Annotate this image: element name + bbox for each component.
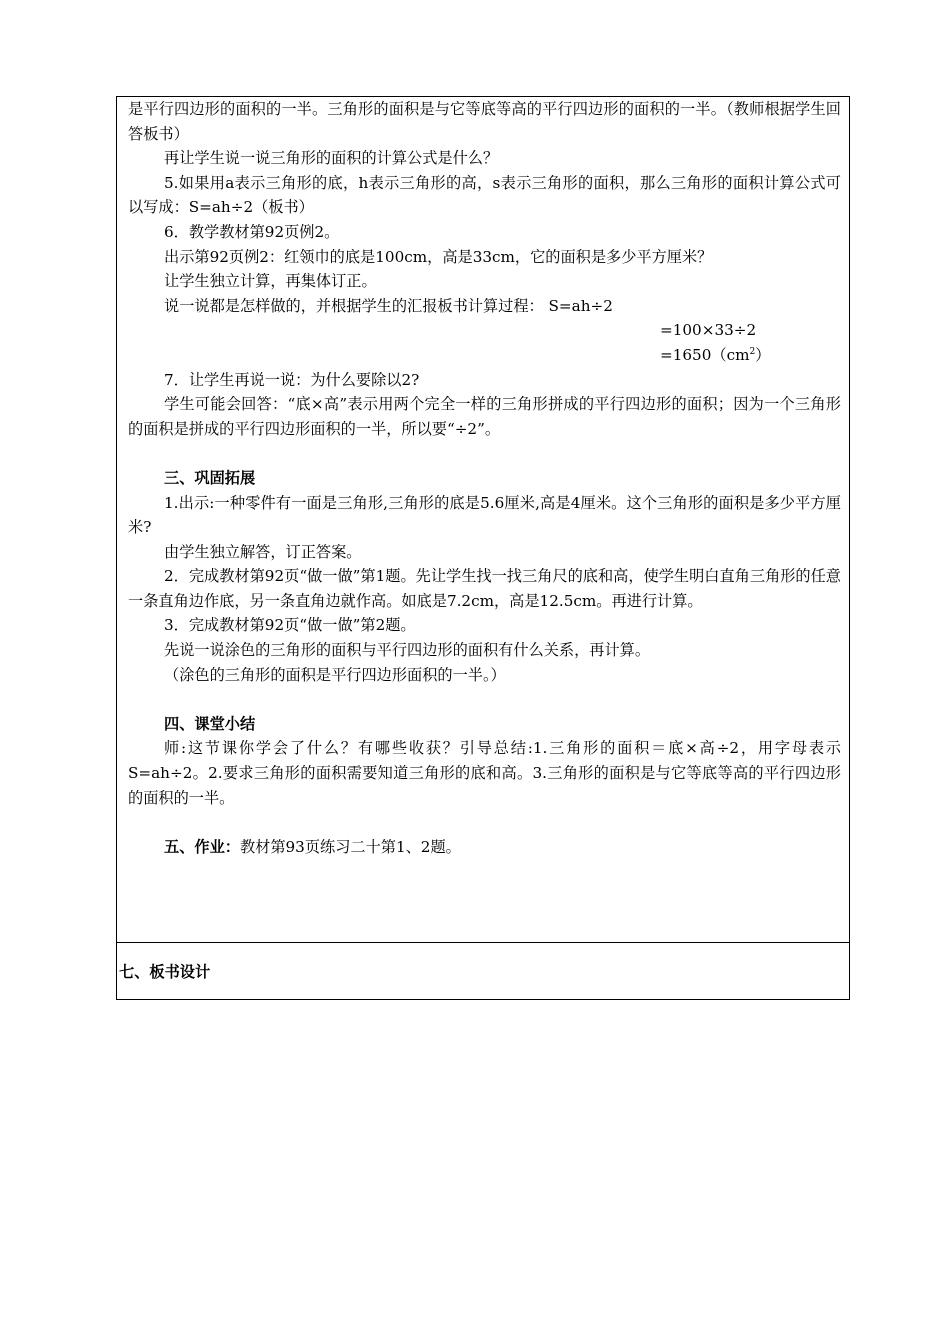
calc-line-2-value: =1650（cm (660, 345, 750, 364)
paragraph-step-5: 5.如果用a表示三角形的底，h表示三角形的高，s表示三角形的面积，那么三角形的面积计算公式可以写成：S=ah÷2（板书） (128, 173, 841, 217)
lesson-content-cell (117, 97, 850, 943)
paragraph-independent-calc: 让学生独立计算，再集体订正。 (164, 272, 377, 291)
calc-line-2-close: ） (755, 345, 771, 364)
paragraph-shaded-answer: （涂色的三角形的面积是平行四边形面积的一半。） (164, 665, 506, 684)
calc-unit-exponent: 2 (749, 346, 756, 357)
paragraph-step-7: 7．让学生再说一说：为什么要除以2? (164, 370, 420, 389)
paragraph-exercise-3: 3．完成教材第92页“做一做”第2题。 (164, 616, 416, 635)
paragraph-student-answer: 学生可能会回答：“底×高”表示用两个完全一样的三角形拼成的平行四边形的面积；因为一个三角形的面积是拼成的平行四边形面积的一半，所以要“÷2”。 (128, 395, 841, 438)
board-design-row (117, 943, 850, 1000)
content-row (117, 97, 850, 943)
board-design-cell (117, 943, 850, 1000)
spacer (128, 441, 841, 466)
section-heading-summary: 四、课堂小结 (164, 714, 256, 733)
paragraph-homework (128, 835, 841, 860)
section-heading-consolidate: 三、巩固拓展 (164, 468, 256, 487)
calc-line-2 (128, 343, 841, 368)
homework-text: 教材第93页练习二十第1、2题。 (239, 837, 461, 856)
paragraph-step-6: 6．教学教材第92页例2。 (164, 222, 340, 241)
spacer (128, 687, 841, 712)
paragraph-calc-process: 说一说都是怎样做的，并根据学生的汇报板书计算过程： S=ah÷2 (164, 296, 613, 315)
paragraph-example-2: 出示第92页例2：红领巾的底是100cm，高是33cm，它的面积是多少平方厘米？ (164, 247, 713, 266)
paragraph-shaded-relation: 先说一说涂色的三角形的面积与平行四边形的面积有什么关系，再计算。 (164, 641, 650, 660)
calc-line-1: =100×33÷2 (660, 321, 757, 340)
homework-label: 五、作业： (164, 837, 240, 856)
paragraph-exercise-1: 1.出示:一种零件有一面是三角形,三角形的底是5.6厘米,高是4厘米。这个三角形的面积是多少平方厘米? (128, 493, 841, 537)
board-design-title: 七、板书设计 (119, 962, 211, 981)
spacer (128, 810, 841, 835)
paragraph-summary: 师:这节课你学会了什么？有哪些收获？引导总结:1.三角形的面积＝底×高÷2，用字母表示S=ah÷2。2.要求三角形的面积需要知道三角形的底和高。3.三角形的面积是与它等底等高的平行四边形的面积的一半。 (128, 739, 841, 807)
paragraph-exercise-2: 2．完成教材第92页“做一做”第1题。先让学生找一找三角尺的底和高，使学生明白直角三角形的任意一条直角边作底，另一条直角边就作高。如底是7.2cm，高是12.5cm。再进行计算。 (128, 567, 841, 610)
paragraph-ask-formula: 再让学生说一说三角形的面积的计算公式是什么？ (164, 149, 499, 168)
lesson-plan-table (116, 96, 850, 1000)
paragraph-conclusion: 是平行四边形的面积的一半。三角形的面积是与它等底等高的平行四边形的面积的一半。（教师根据学生回答板书） (128, 100, 841, 143)
paragraph-solve-independently: 由学生独立解答，订正答案。 (164, 542, 362, 561)
